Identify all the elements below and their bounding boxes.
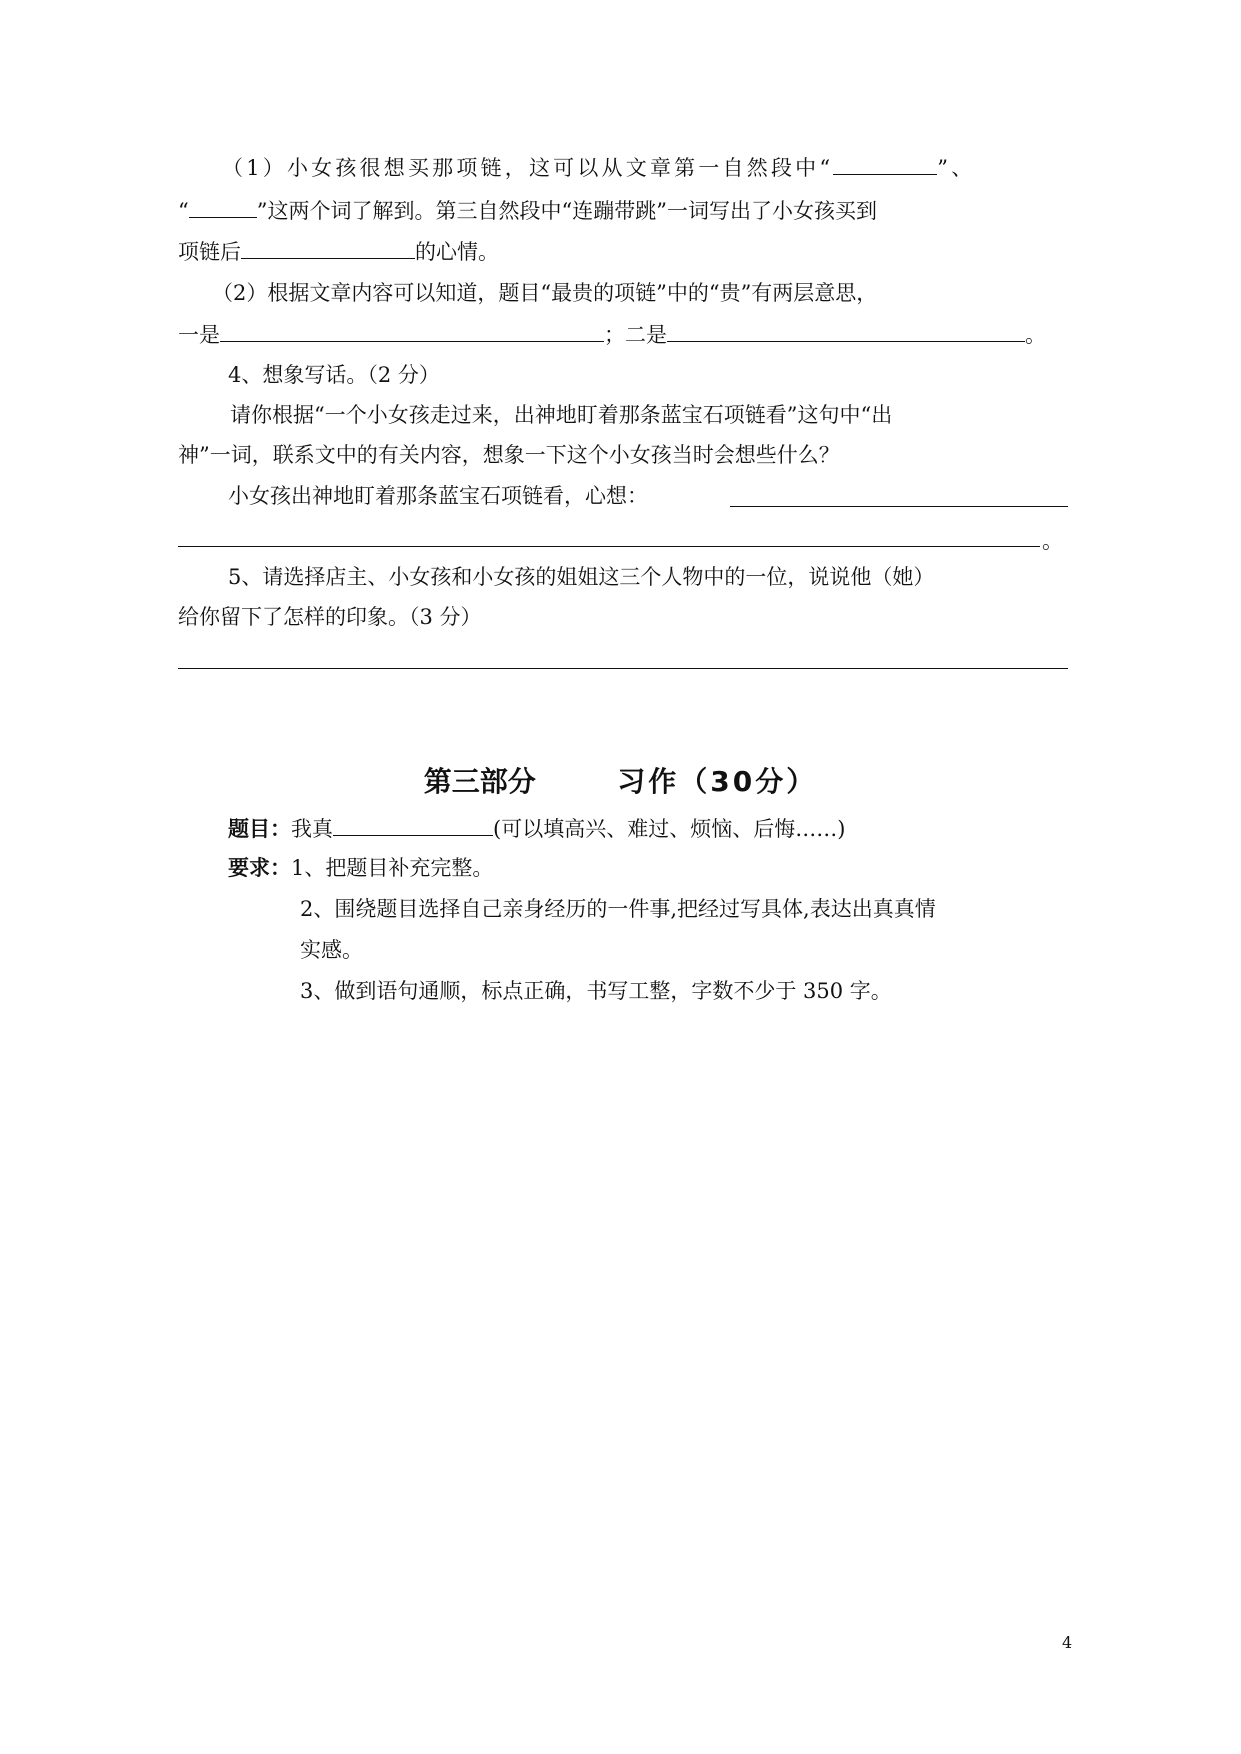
q2-blank-2[interactable] — [667, 319, 1025, 342]
q1-line-3 — [178, 236, 499, 266]
q4-line-2 — [178, 440, 840, 470]
q1-blank-1[interactable] — [833, 152, 937, 175]
topic-label: 题目： — [228, 817, 291, 841]
topic-text-a: 我真 — [291, 817, 333, 841]
q5-line-1 — [228, 562, 934, 592]
q2-text-a: （2）根据文章内容可以知道，题目“最贵的项链”中的“贵”有两层意思， — [212, 281, 878, 305]
q4-answer-line-1[interactable] — [730, 506, 1068, 507]
section-part-label: 第三部分 — [423, 765, 536, 798]
q1-blank-2[interactable] — [189, 195, 257, 218]
q1-text-c: “ — [178, 199, 189, 223]
topic-text-b: (可以填高兴、难过、烦恼、后悔……) — [493, 817, 846, 841]
q4-line-3 — [228, 481, 648, 511]
requirement-2b: 实感。 — [300, 938, 363, 962]
q2-line-1 — [212, 278, 877, 308]
q4-text-b: 神”一词，联系文中的有关内容，想象一下这个小女孩当时会想些什么？ — [178, 443, 840, 467]
q2-text-c: ；二是 — [604, 323, 667, 347]
requirement-1: 1、把题目补充完整。 — [291, 856, 494, 880]
q2-text-b: 一是 — [178, 323, 220, 347]
section-title: 习作（30分） — [617, 765, 818, 798]
q1-text-b: ”、 — [937, 156, 976, 180]
q5-text-a: 5、请选择店主、小女孩和小女孩的姐姐这三个人物中的一位，说说他（她） — [228, 565, 935, 589]
q1-blank-3[interactable] — [241, 236, 415, 259]
topic-line — [228, 813, 845, 843]
q2-text-d: 。 — [1025, 323, 1046, 347]
topic-blank[interactable] — [333, 813, 493, 836]
q4-text-a: 请你根据“一个小女孩走过来，出神地盯着那条蓝宝石项链看”这句中“出 — [230, 403, 893, 427]
requirements-label: 要求： — [228, 856, 291, 880]
q2-blank-1[interactable] — [220, 319, 604, 342]
q4-end — [1042, 526, 1063, 556]
requirements-line-1 — [228, 853, 493, 883]
q4-text-c: 小女孩出神地盯着那条蓝宝石项链看，心想： — [228, 484, 648, 508]
q4-title — [228, 360, 440, 390]
q5-line-2 — [178, 602, 482, 632]
requirement-2a: 2、围绕题目选择自己亲身经历的一件事,把经过写具体,表达出真真情 — [300, 897, 936, 921]
q1-line-1 — [222, 152, 975, 182]
q4-line-1 — [230, 400, 892, 430]
q1-text-d: ”这两个词了解到。第三自然段中“连蹦带跳”一词写出了小女孩买到 — [256, 199, 877, 223]
q4-end-mark: 。 — [1042, 529, 1063, 553]
requirement-3: 3、做到语句通顺，标点正确，书写工整，字数不少于 350 字。 — [300, 979, 892, 1003]
page-number: 4 — [1062, 1633, 1073, 1652]
q5-text-b: 给你留下了怎样的印象。（3 分） — [178, 605, 482, 629]
q5-answer-line[interactable] — [178, 668, 1068, 669]
requirements-line-4 — [300, 976, 892, 1006]
q4-answer-line-2[interactable] — [178, 546, 1040, 547]
q4-title-text: 4、想象写话。（2 分） — [228, 363, 440, 387]
q2-line-2 — [178, 319, 1046, 349]
requirements-line-3 — [300, 935, 363, 965]
q1-text-f: 的心情。 — [415, 240, 499, 264]
q1-text-a: （1）小女孩很想买那项链，这可以从文章第一自然段中“ — [222, 156, 834, 180]
requirements-line-2 — [300, 894, 936, 924]
section-heading — [0, 760, 1241, 800]
q1-line-2 — [178, 195, 877, 225]
q1-text-e: 项链后 — [178, 240, 241, 264]
